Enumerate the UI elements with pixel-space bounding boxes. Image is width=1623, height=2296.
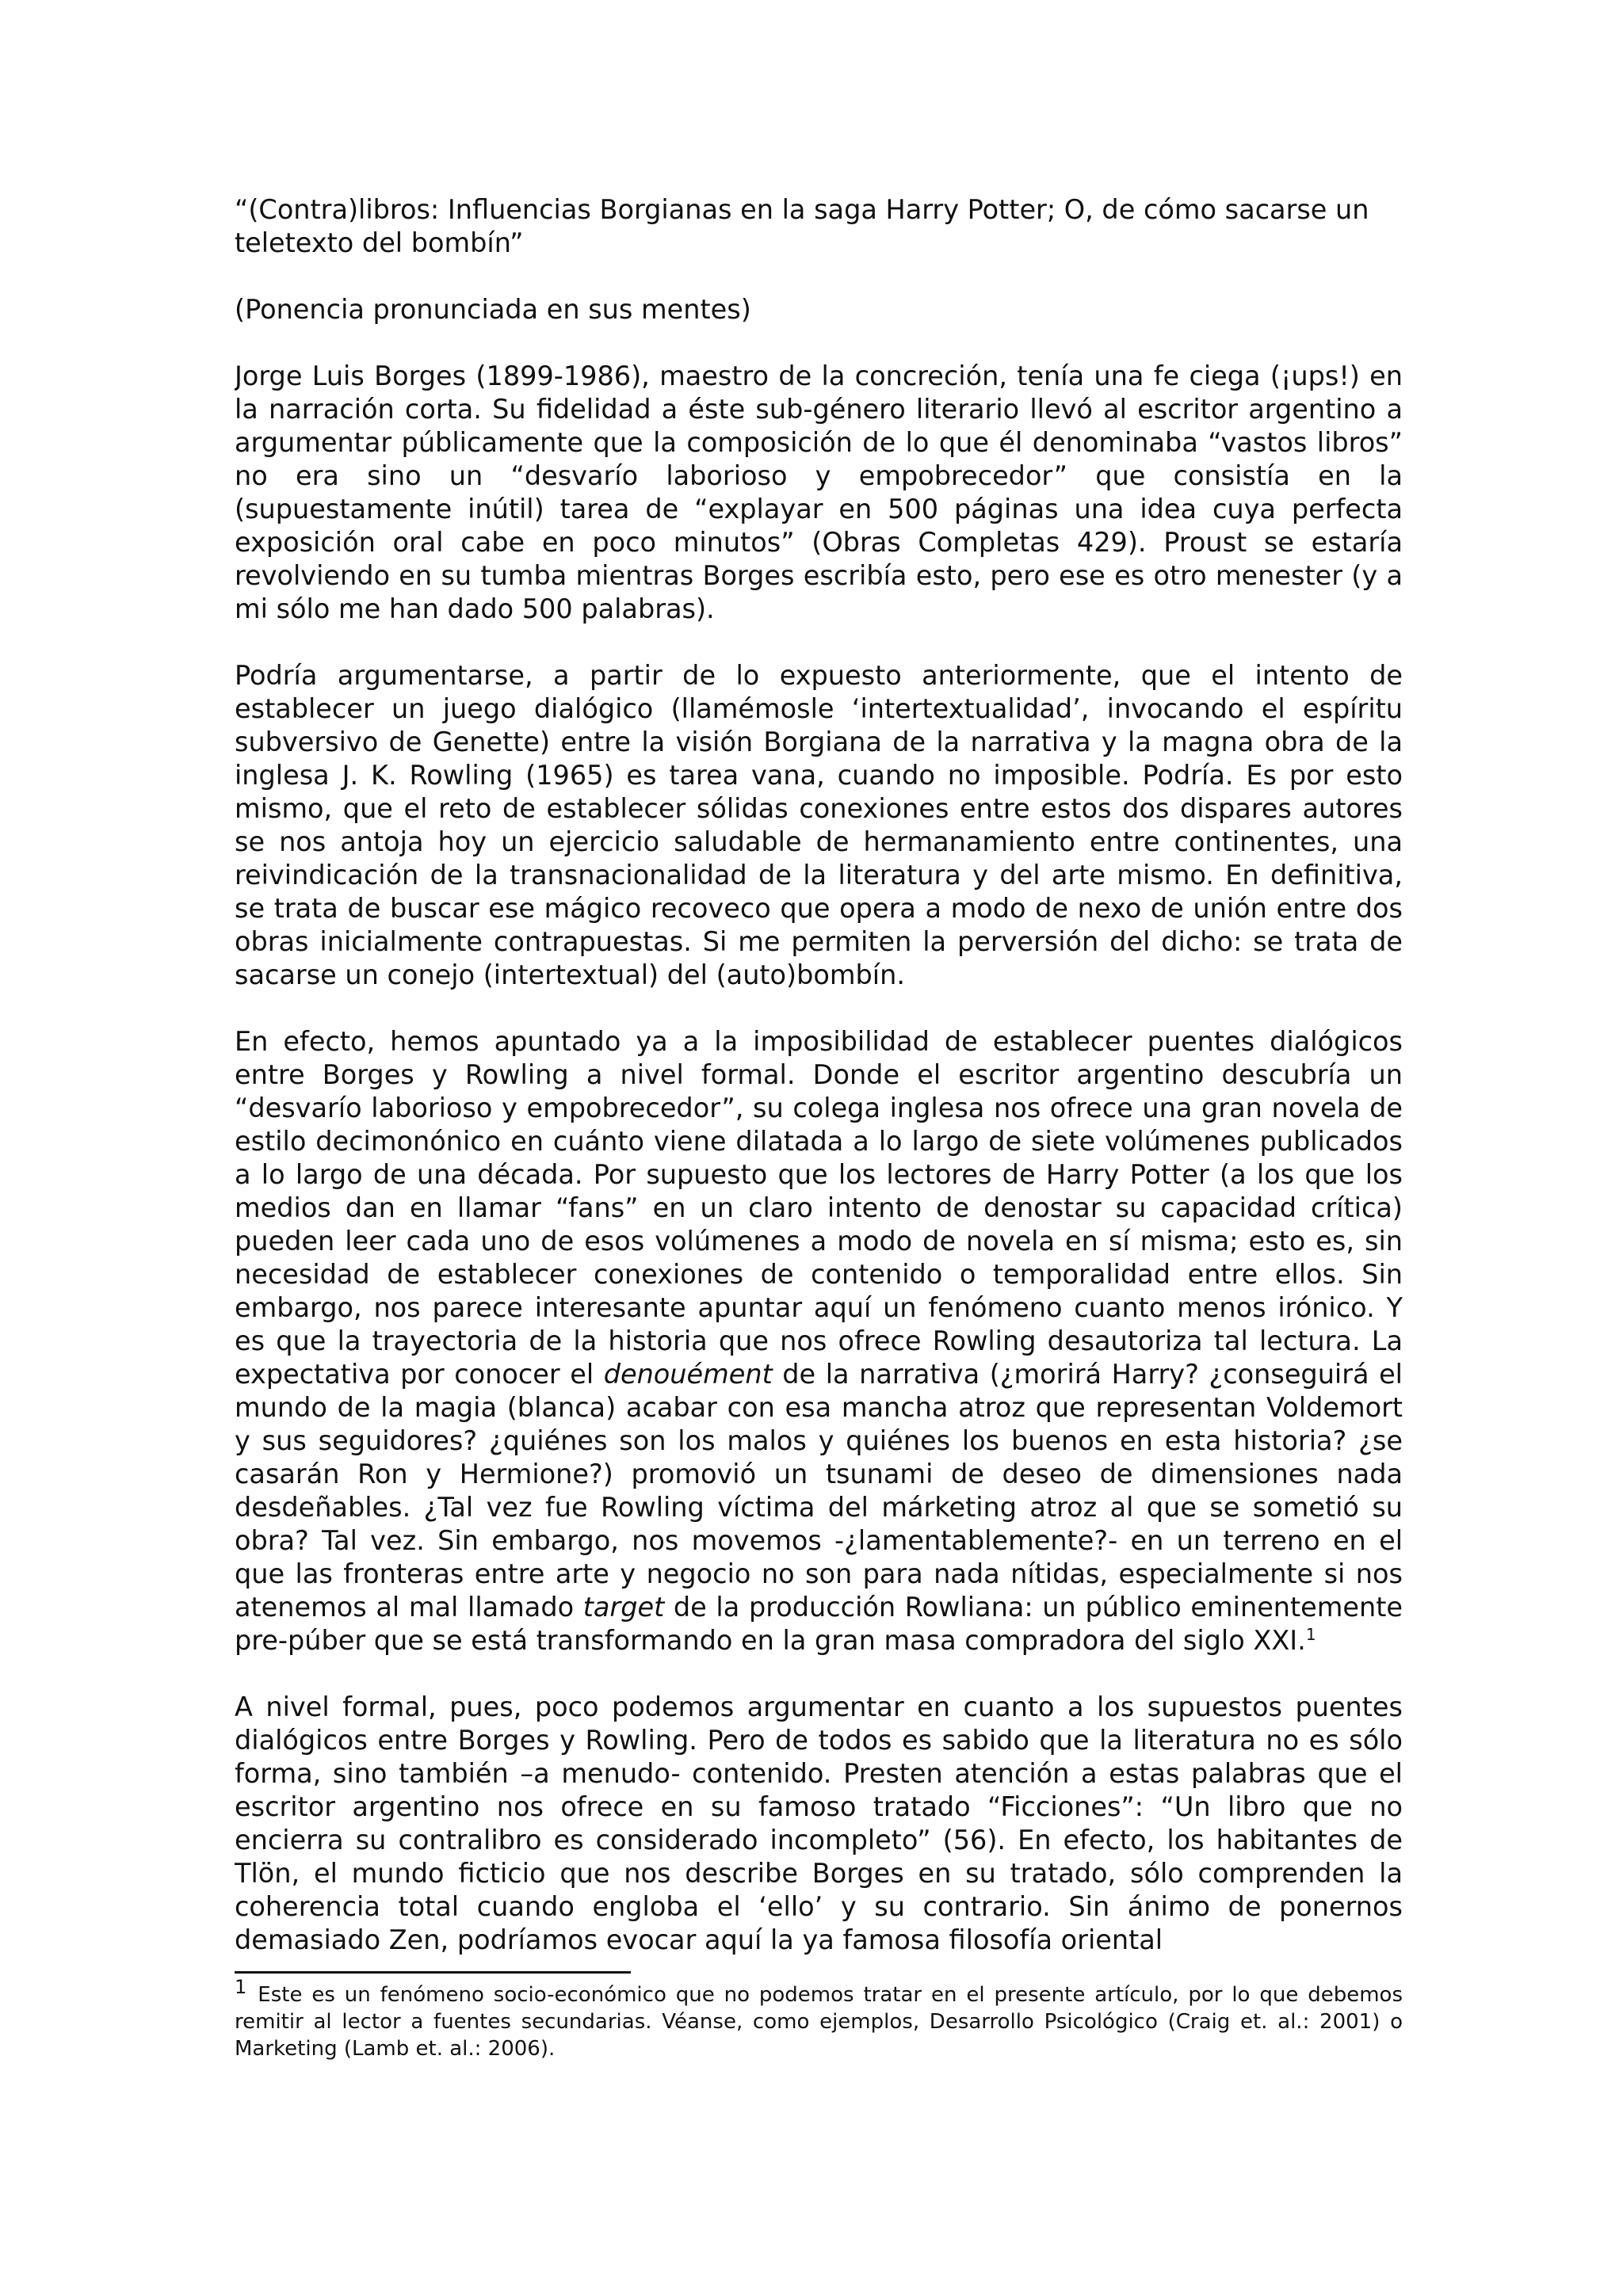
footnote (235, 1976, 1403, 2062)
paragraph-3 (235, 1025, 1403, 1657)
footnote-reference[interactable]: 1 (1305, 1624, 1316, 1644)
document-page (235, 193, 1403, 2253)
paragraph-2: Podría argumentarse, a partir de lo expuesto anteriormente, que el intento de establecer un juego dialógico (llamémosle ‘intertextualidad’, invocando el espíritu subversivo de Genette) entre la visión Borgiana de la narrativa y la magna obra de la inglesa J. K. Rowling (1965) es tarea vana, cuando no imposible. Podría. Es por esto mismo, que el reto de establecer sólidas conexiones entre estos dos dispares autores se nos antoja hoy un ejercicio saludable de hermanamiento entre continentes, una reivindicación de la transnacionalidad de la literatura y del arte mismo. En definitiva, se trata de buscar ese mágico recoveco que opera a modo de nexo de unión entre dos obras inicialmente contrapuestas. Si me permiten la perversión del dicho: se trata de sacarse un conejo (intertextual) del (auto)bombín. (235, 660, 1403, 990)
footnote-separator (235, 1971, 631, 1974)
paragraph-1: Jorge Luis Borges (1899-1986), maestro de la concreción, tenía una fe ciega (¡ups!) en la narración corta. Su fidelidad a éste sub-género literario llevó al escritor argentino a argumentar públicamente que la composición de lo que él denominaba “vastos libros” no era sino un “desvarío laborioso y empobrecedor” que consistía en la (supuestamente inútil) tarea de “explayar en 500 páginas una idea cuya perfecta exposición oral cabe en poco minutos” (Obras Completas 429). Proust se estaría revolviendo en su tumba mientras Borges escribía esto, pero ese es otro menester (y a mi sólo me han dado 500 palabras). (235, 360, 1403, 624)
footnote-mark: 1 (235, 1976, 247, 1999)
paragraph-4: A nivel formal, pues, poco podemos argumentar en cuanto a los supuestos puentes dialógicos entre Borges y Rowling. Pero de todos es sabido que la literatura no es sólo forma, sino también –a menudo- contenido. Presten atención a estas palabras que el escritor argentino nos ofrece en su famoso tratado “Ficciones”: “Un libro que no encierra su contralibro es considerado incompleto” (56). En efecto, los habitantes de Tlön, el mundo ficticio que nos describe Borges en su tratado, sólo comprenden la coherencia total cuando engloba el ‘ello’ y su contrario. Sin ánimo de ponernos demasiado Zen, podríamos evocar aquí la ya famosa filosofía oriental (235, 1691, 1403, 1955)
document-subtitle: (Ponencia pronunciada en sus mentes) (235, 294, 751, 325)
footnote-text: Este es un fenómeno socio-económico que no podemos tratar en el presente artículo, por lo que debemos remitir al lector a fuentes secundarias. Véanse, como ejemplos, Desarrollo Psicológico (Craig et. al.: 2001) o Marketing (Lamb et. al.: 2006). (235, 1983, 1403, 2061)
italic-denouement: denouément (603, 1359, 773, 1390)
paragraph-3-text-b: de la narrativa (¿morirá Harry? ¿conseguirá el mundo de la magia (blanca) acabar con esa mancha atroz que representan Voldemort y sus seguidores? ¿quiénes son los malos y quiénes los buenos en esta historia? ¿se casarán Ron y Hermione?) promovió un tsunami de deseo de dimensiones nada desdeñables. ¿Tal vez fue Rowling víctima del márketing atroz al que se sometió su obra? Tal vez. Sin embargo, nos movemos -¿lamentablemente?- en un terreno en el que las fronteras entre arte y negocio no son para nada nítidas, especialmente si nos atenemos al mal llamado (235, 1359, 1403, 1623)
paragraph-3-text-a: En efecto, hemos apuntado ya a la imposibilidad de establecer puentes dialógicos entre Borges y Rowling a nivel formal. Donde el escritor argentino descubría un “desvarío laborioso y empobrecedor”, su colega inglesa nos ofrece una gran novela de estilo decimonónico en cuánto viene dilatada a lo largo de siete volúmenes publicados a lo largo de una década. Por supuesto que los lectores de Harry Potter (a los que los medios dan en llamar “fans” en un claro intento de denostar su capacidad crítica) pueden leer cada uno de esos volúmenes a modo de novela en sí misma; esto es, sin necesidad de establecer conexiones de contenido o temporalidad entre ellos. Sin embargo, nos parece interesante apuntar aquí un fenómeno cuanto menos irónico. Y es que la trayectoria de la historia que nos ofrece Rowling desautoriza tal lectura. La expectativa por conocer el (235, 1026, 1403, 1390)
italic-target: target (582, 1592, 665, 1623)
document-title: “(Contra)libros: Influencias Borgianas en la saga Harry Potter; O, de cómo sacarse un teletexto del bombín” (235, 194, 1369, 258)
paragraph-3-text-c: de la producción Rowliana: un público eminentemente pre-púber que se está transformando en la gran masa compradora del siglo XXI. (235, 1592, 1403, 1656)
